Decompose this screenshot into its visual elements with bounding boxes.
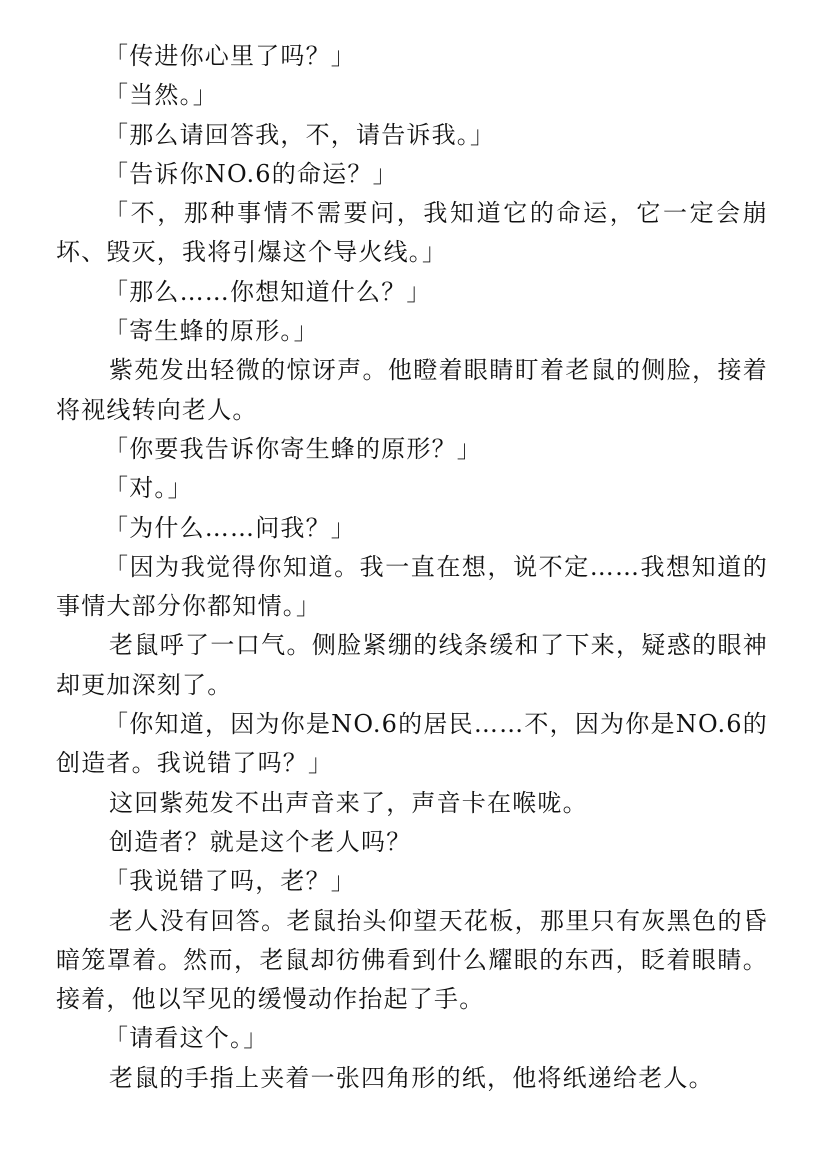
paragraph: 「那么……你想知道什么？」 [104, 277, 432, 306]
paragraph: 「为什么……问我？」 [104, 513, 356, 542]
paragraph: 老鼠的手指上夹着一张四角形的纸，他将纸递给老人。 [109, 1063, 714, 1092]
paragraph: 「你知道，因为你是NO.6的居民……不，因为你是NO.6的创造者。我说错了吗？」 [56, 710, 768, 778]
paragraph: 老鼠呼了一口气。侧脸紧绷的线条缓和了下来，疑惑的眼神却更加深刻了。 [56, 631, 768, 699]
paragraph: 「因为我觉得你知道。我一直在想，说不定……我想知道的事情大部分你都知情。」 [56, 552, 768, 621]
paragraph: 「你要我告诉你寄生蜂的原形？」 [104, 434, 482, 463]
paragraph: 「寄生蜂的原形。」 [104, 317, 319, 346]
paragraph: 「不，那种事情不需要问，我知道它的命运，它一定会崩坏、毁灭，我将引爆这个导火线。」 [56, 199, 768, 267]
paragraph: 紫苑发出轻微的惊讶声。他瞪着眼睛盯着老鼠的侧脸，接着将视线转向老人。 [56, 356, 768, 424]
paragraph: 「那么请回答我，不，请告诉我。」 [104, 120, 496, 149]
book-page [56, 37, 768, 1098]
paragraph: 「当然。」 [104, 81, 218, 110]
paragraph: 「告诉你NO.6的命运？」 [104, 159, 398, 188]
paragraph: 「传进你心里了吗？」 [104, 42, 356, 70]
paragraph: 老人没有回答。老鼠抬头仰望天花板，那里只有灰黑色的昏暗笼罩着。然而，老鼠却彷佛看到什么耀眼的东西，眨着眼睛。接着，他以罕见的缓慢动作抬起了手。 [56, 906, 768, 1014]
paragraph: 「我说错了吗，老？」 [104, 867, 356, 896]
paragraph: 「对。」 [104, 474, 193, 503]
paragraph: 「请看这个。」 [104, 1024, 269, 1053]
paragraph: 这回紫苑发不出声音来了，声音卡在喉咙。 [109, 788, 588, 817]
paragraph: 创造者？就是这个老人吗？ [109, 827, 412, 856]
